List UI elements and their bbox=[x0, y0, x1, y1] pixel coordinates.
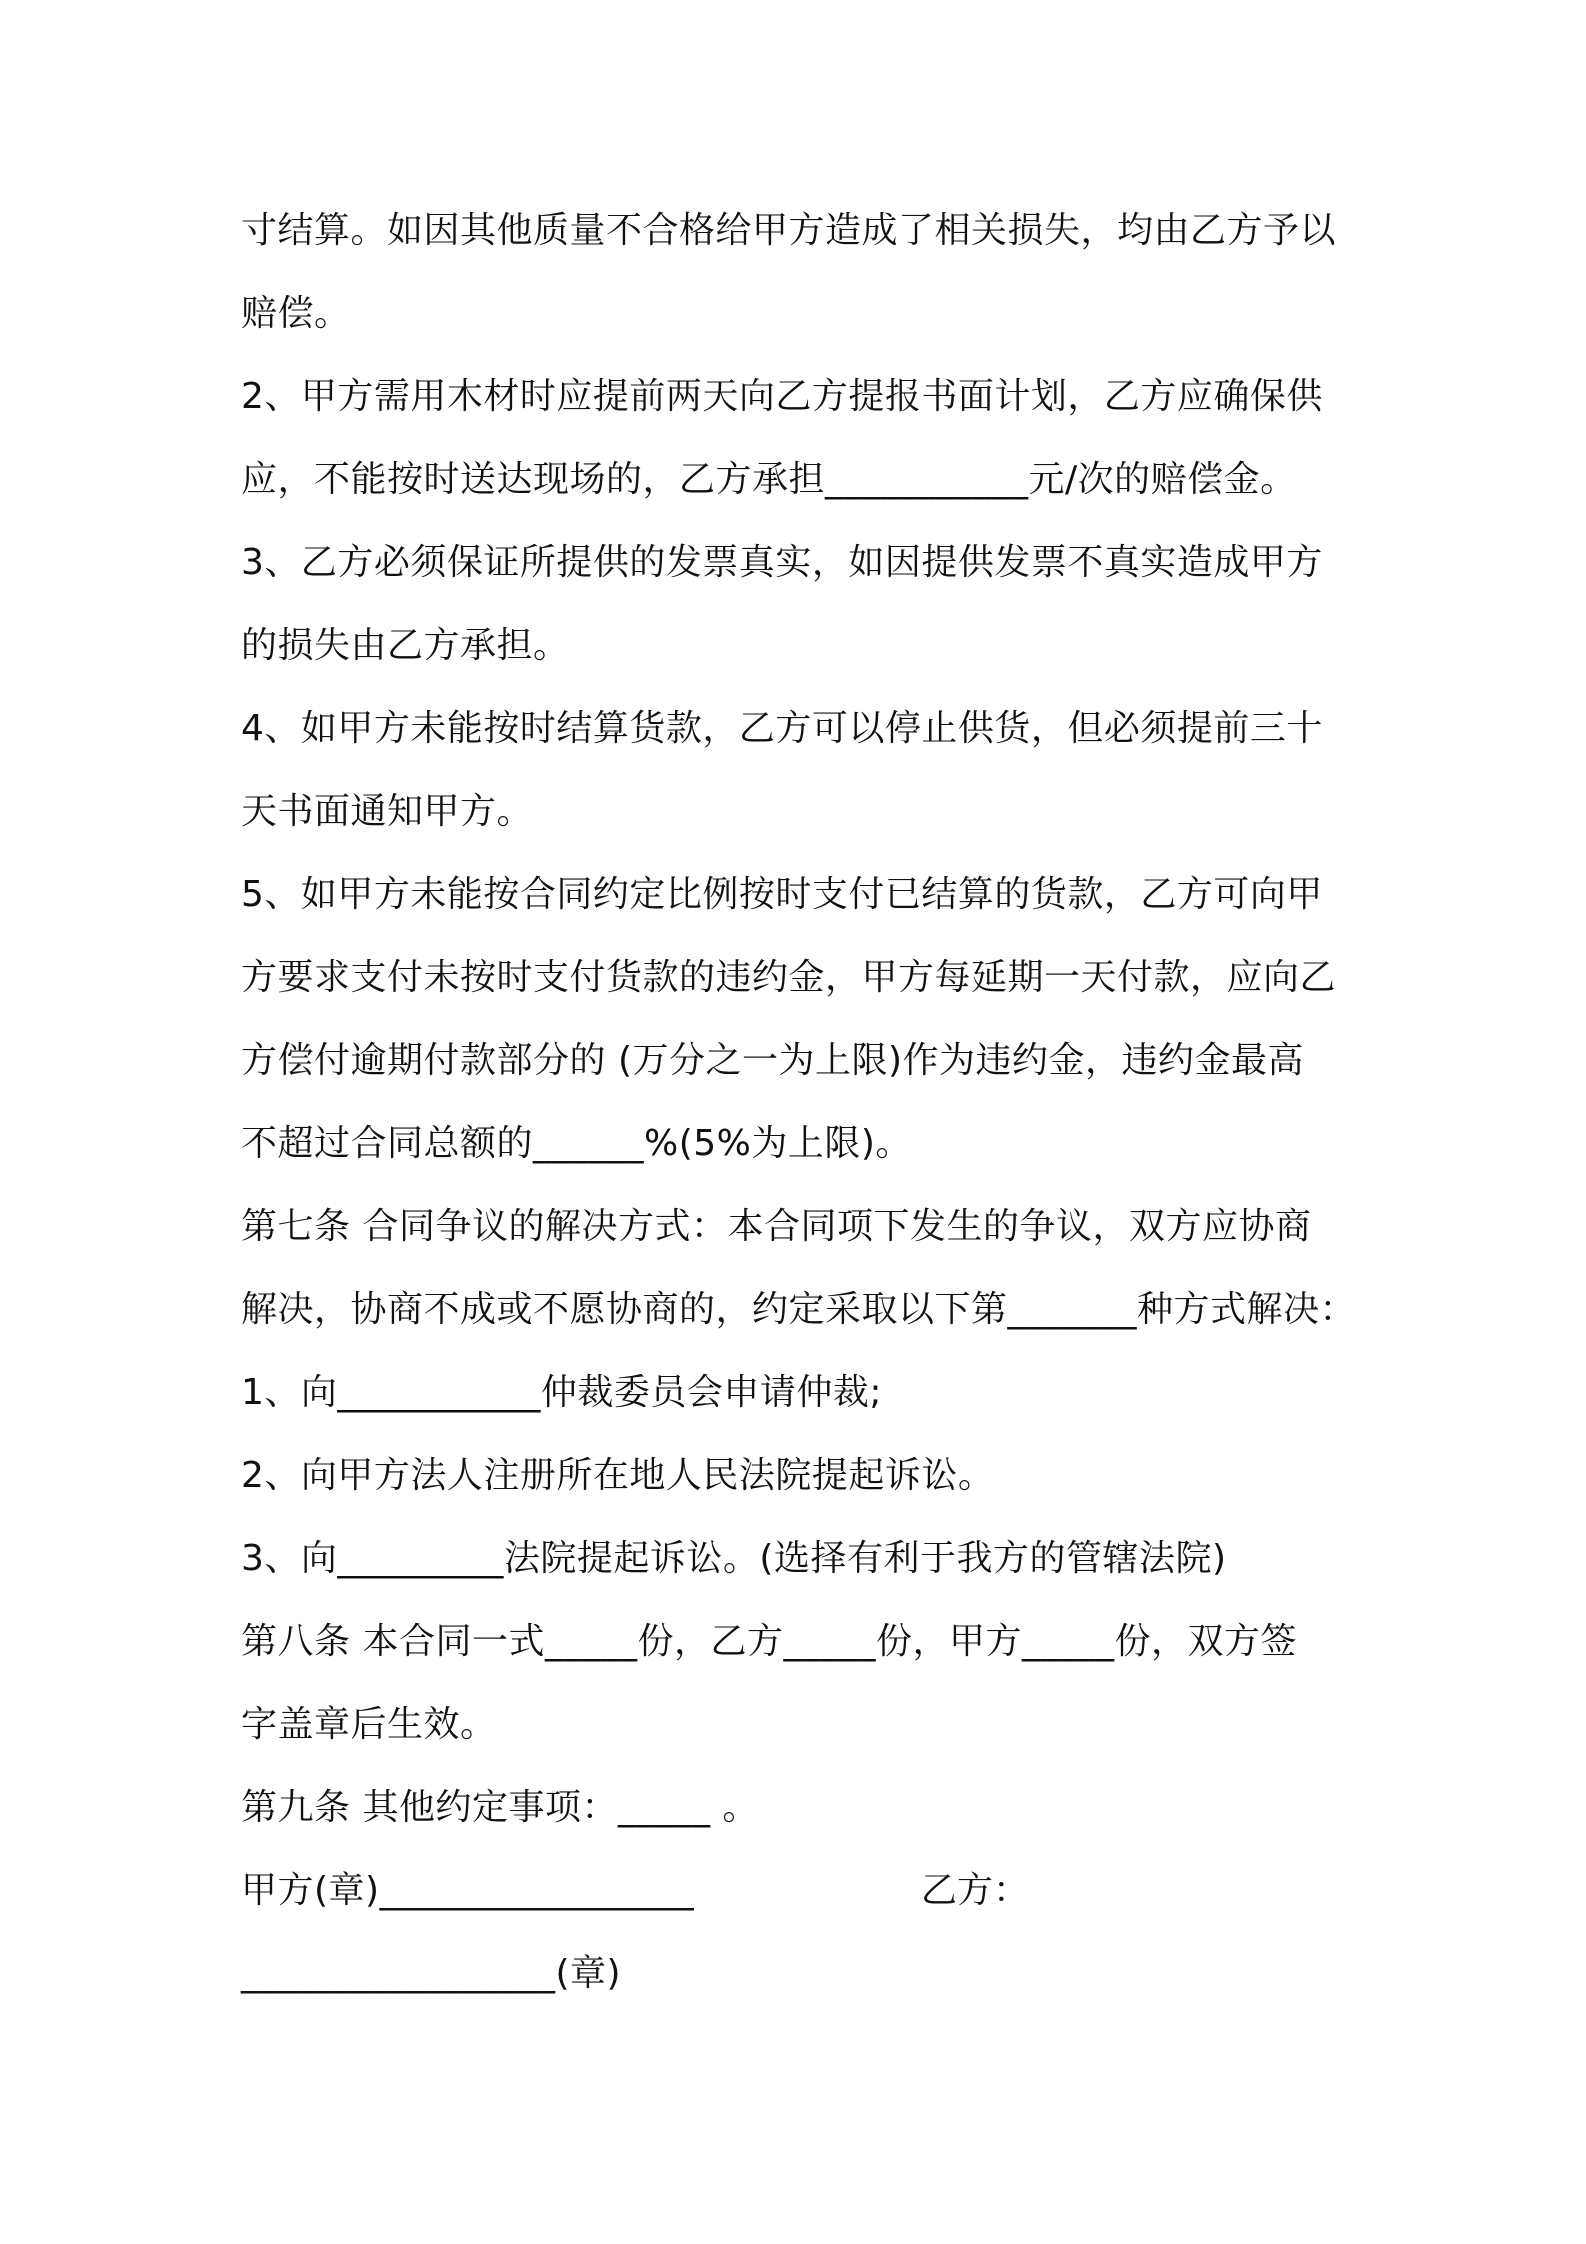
party-b-signature: 乙方： bbox=[921, 1870, 1030, 1911]
paragraph-line: 方要求支付未按时支付货款的违约金，甲方每延期一天付款，应向乙 bbox=[241, 957, 1337, 998]
paragraph-line: 解决，协商不成或不愿协商的，约定采取以下第_______种方式解决： bbox=[241, 1289, 1357, 1330]
paragraph-line: 不超过合同总额的______%(5%为上限)。 bbox=[241, 1123, 912, 1164]
paragraph-line: 应，不能按时送达现场的，乙方承担___________元/次的赔偿金。 bbox=[241, 459, 1297, 500]
clause-3-line: 3、乙方必须保证所提供的发票真实，如因提供发票不真实造成甲方 bbox=[241, 542, 1323, 583]
paragraph-line: 寸结算。如因其他质量不合格给甲方造成了相关损失，均由乙方予以 bbox=[241, 210, 1337, 251]
clause-2-line: 2、甲方需用木材时应提前两天向乙方提报书面计划，乙方应确保供 bbox=[241, 376, 1323, 417]
paragraph-line: 天书面通知甲方。 bbox=[241, 791, 534, 832]
option-2-line: 2、向甲方法人注册所在地人民法院提起诉讼。 bbox=[241, 1455, 995, 1496]
paragraph-line: 赔偿。 bbox=[241, 293, 351, 334]
article-8-line: 第八条 本合同一式_____份，乙方_____份，甲方_____份，双方签 bbox=[241, 1621, 1297, 1662]
clause-4-line: 4、如甲方未能按时结算货款，乙方可以停止供货，但必须提前三十 bbox=[241, 708, 1323, 749]
seal-line: _________________(章) bbox=[241, 1953, 622, 1994]
paragraph-line: 字盖章后生效。 bbox=[241, 1704, 497, 1745]
paragraph-line: 的损失由乙方承担。 bbox=[241, 625, 570, 666]
article-7-line: 第七条 合同争议的解决方式：本合同项下发生的争议，双方应协商 bbox=[241, 1206, 1312, 1247]
paragraph-line: 方偿付逾期付款部分的 (万分之一为上限)作为违约金，违约金最高 bbox=[241, 1040, 1305, 1081]
party-a-signature: 甲方(章)_________________ bbox=[241, 1870, 695, 1911]
article-9-line: 第九条 其他约定事项：_____ 。 bbox=[241, 1787, 759, 1828]
option-1-line: 1、向___________仲裁委员会申请仲裁; bbox=[241, 1372, 883, 1413]
clause-5-line: 5、如甲方未能按合同约定比例按时支付已结算的货款，乙方可向甲 bbox=[241, 874, 1323, 915]
option-3-line: 3、向_________法院提起诉讼。(选择有利于我方的管辖法院) bbox=[241, 1538, 1227, 1579]
